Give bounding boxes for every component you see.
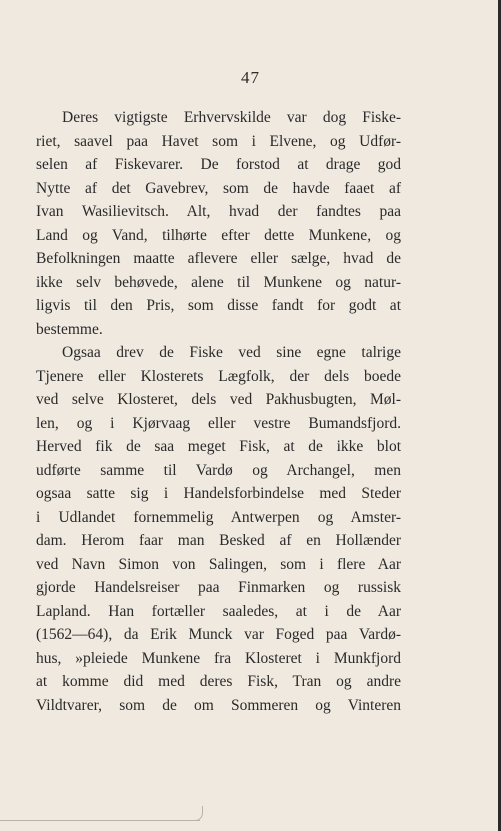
text-line: (1562—64), da Erik Munck var Foged paa Vardø- <box>36 626 401 643</box>
text-line: hus, »pleiede Munkene fra Klosteret i Munkfjord <box>36 649 401 667</box>
text-line: Herved fik de saa meget Fisk, at de ikke blot <box>36 438 401 455</box>
text-line: ikke selv behøvede, alene til Munkene og natur- <box>36 273 401 291</box>
text-line: gjorde Handelsreiser paa Finmarken og russisk <box>36 579 401 596</box>
text-line: Ogsaa drev de Fiske ved sine egne talrige <box>62 344 401 361</box>
text-line: Lapland. Han fortæller saaledes, at i de Aar <box>36 602 401 620</box>
body-text <box>36 106 401 717</box>
text-line: Tjenere eller Klosterets Lægfolk, der dels boede <box>36 367 401 385</box>
text-line: dam. Herom faar man Besked af en Hollænder <box>36 532 401 549</box>
paragraph-2 <box>36 341 401 717</box>
text-line: ogsaa satte sig i Handelsforbindelse med Steder <box>36 485 401 502</box>
text-line: ved selve Klosteret, dels ved Pakhusbugten, Møl- <box>36 391 401 408</box>
text-line: ved Navn Simon von Salingen, som i flere Aar <box>36 555 401 573</box>
text-line: Deres vigtigste Erhvervskilde var dog Fiske- <box>62 109 401 126</box>
text-line: Land og Vand, tilhørte efter dette Munkene, og <box>36 226 401 244</box>
text-line: riet, saavel paa Havet som i Elvene, og Udfør- <box>36 132 401 150</box>
page-bottom-rule <box>0 820 200 821</box>
text-line: Nytte af det Gavebrev, som de havde faaet af <box>36 179 401 197</box>
text-line: len, og i Kjørvaag eller vestre Bumandsfjord. <box>36 414 401 432</box>
text-line: ligvis til den Pris, som disse fandt for godt at <box>36 297 401 314</box>
text-line: selen af Fiskevarer. De forstod at drage god <box>36 156 401 173</box>
text-line: Befolkningen maatte aflevere eller sælge, hvad de <box>36 250 401 267</box>
text-line: Ivan Wasilievitsch. Alt, hvad der fandtes paa <box>36 203 401 220</box>
paragraph-1 <box>36 106 401 341</box>
text-line: bestemme. <box>36 320 103 338</box>
page-number: 47 <box>241 68 260 87</box>
text-line: i Udlandet fornemmelig Antwerpen og Amster- <box>36 508 401 526</box>
page-bottom-curl <box>192 806 203 821</box>
text-line: udførte samme til Vardø og Archangel, men <box>36 461 401 479</box>
text-line: Vildtvarer, som de om Sommeren og Vinteren <box>36 696 401 714</box>
text-line: at komme did med deres Fisk, Tran og andre <box>36 673 401 690</box>
